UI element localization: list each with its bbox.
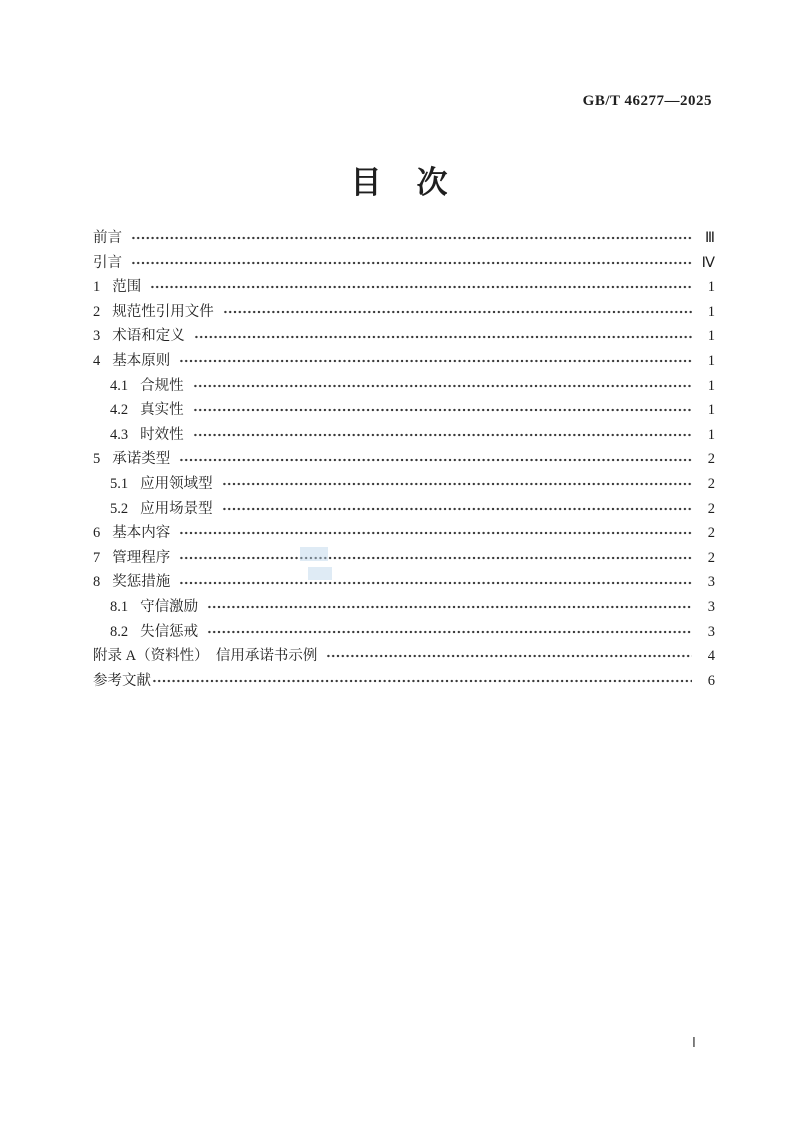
toc-entry-page: 4 — [707, 648, 715, 665]
toc-entry-page: 1 — [707, 377, 715, 394]
toc-entry-number: 8.1 — [110, 598, 129, 615]
toc-leader-dots — [179, 349, 692, 374]
toc-entry-number: 6 — [93, 525, 101, 542]
toc-entry-label: 附录 A（资料性） 信用承诺书示例 — [93, 648, 318, 665]
toc-leader-dots — [131, 226, 692, 251]
toc-entry-label: 引言 — [93, 254, 122, 271]
toc-entry — [93, 324, 715, 349]
toc-leader-dots — [194, 324, 692, 349]
toc-entry-page: Ⅳ — [701, 254, 715, 271]
toc-leader-dots — [193, 398, 692, 423]
toc-entry-number: 8 — [93, 574, 101, 591]
toc-entry-number: 2 — [93, 303, 101, 320]
toc-entry-number: 3 — [93, 328, 101, 345]
toc-entry-page: 1 — [707, 352, 715, 369]
toc-entry — [93, 595, 715, 620]
toc-entry-page: Ⅲ — [705, 230, 715, 246]
toc-entry — [93, 521, 715, 546]
toc-entry-page: 2 — [707, 451, 715, 468]
toc-entry-page: 1 — [707, 328, 715, 345]
toc-entry — [93, 644, 715, 669]
toc-entry — [93, 275, 715, 300]
toc-entry-label: 应用场景型 — [140, 500, 213, 517]
toc-entry-label: 基本内容 — [112, 525, 171, 542]
toc-leader-dots — [179, 570, 692, 595]
standard-code-header: GB/T 46277—2025 — [582, 93, 712, 109]
toc-entry-label: 应用领域型 — [140, 475, 213, 492]
toc-entry — [93, 546, 715, 571]
toc-leader-dots — [179, 521, 692, 546]
toc-entry-page: 1 — [707, 402, 715, 419]
page-title: 目 次 — [350, 165, 450, 200]
toc-entry — [93, 423, 715, 448]
toc-entry-label: 范围 — [112, 279, 142, 296]
toc-leader-dots — [193, 423, 692, 448]
toc-entry-label: 守信激励 — [140, 598, 199, 615]
toc-entry-number: 5 — [93, 451, 101, 468]
toc-entry-number: 1 — [93, 279, 101, 296]
toc-entry-page: 3 — [707, 574, 715, 591]
toc-entry — [93, 398, 715, 423]
toc-entry-number: 4.2 — [110, 402, 129, 419]
toc-entry-page: 3 — [707, 623, 715, 640]
toc-entry-page: 2 — [707, 500, 715, 517]
toc-entry-label: 真实性 — [140, 402, 184, 419]
toc-entry-label: 合规性 — [140, 377, 184, 394]
toc-leader-dots — [152, 669, 692, 694]
toc-entry-label: 术语和定义 — [112, 328, 185, 345]
toc-entry — [93, 620, 715, 645]
toc-entry-number: 4.3 — [110, 426, 129, 443]
toc-entry-page: 2 — [707, 525, 715, 542]
toc-entry-label: 参考文献 — [93, 672, 151, 689]
toc-entry — [93, 226, 715, 251]
toc-entry — [93, 251, 715, 276]
toc-entry-number: 7 — [93, 549, 101, 566]
toc-leader-dots — [179, 546, 692, 571]
toc-entry-page: 1 — [707, 426, 715, 443]
toc-entry-label: 承诺类型 — [112, 451, 171, 468]
toc-entry — [93, 447, 715, 472]
toc-entry — [93, 374, 715, 399]
toc-entry-label: 管理程序 — [112, 549, 171, 566]
footer-page-number: Ⅰ — [691, 1036, 696, 1051]
table-of-contents — [93, 226, 715, 693]
toc-leader-dots — [222, 472, 692, 497]
toc-entry-page: 1 — [707, 303, 715, 320]
toc-entry-number: 8.2 — [110, 623, 129, 640]
toc-entry-label: 前言 — [93, 230, 122, 246]
toc-entry — [93, 669, 715, 694]
toc-leader-dots — [193, 374, 692, 399]
toc-leader-dots — [131, 251, 692, 276]
toc-entry-label: 规范性引用文件 — [112, 303, 214, 320]
toc-entry — [93, 349, 715, 374]
toc-entry-label: 失信惩戒 — [140, 623, 199, 640]
toc-entry-page: 6 — [707, 672, 715, 689]
toc-entry — [93, 570, 715, 595]
toc-entry-number: 5.2 — [110, 500, 129, 517]
toc-entry-page: 1 — [707, 279, 715, 296]
toc-entry-page: 3 — [707, 598, 715, 615]
toc-leader-dots — [326, 644, 692, 669]
toc-entry-page: 2 — [707, 549, 715, 566]
toc-entry-page: 2 — [707, 475, 715, 492]
toc-entry-number: 4.1 — [110, 377, 129, 394]
toc-entry-label: 奖惩措施 — [112, 574, 171, 591]
toc-entry-label: 基本原则 — [112, 352, 171, 369]
toc-leader-dots — [223, 300, 692, 325]
toc-entry-number: 5.1 — [110, 475, 129, 492]
toc-leader-dots — [207, 620, 692, 645]
toc-entry — [93, 472, 715, 497]
toc-entry — [93, 300, 715, 325]
toc-leader-dots — [179, 447, 692, 472]
toc-leader-dots — [207, 595, 692, 620]
toc-leader-dots — [222, 497, 692, 522]
toc-entry-label: 时效性 — [140, 426, 184, 443]
toc-entry-number: 4 — [93, 352, 101, 369]
toc-entry — [93, 497, 715, 522]
toc-leader-dots — [150, 275, 692, 300]
